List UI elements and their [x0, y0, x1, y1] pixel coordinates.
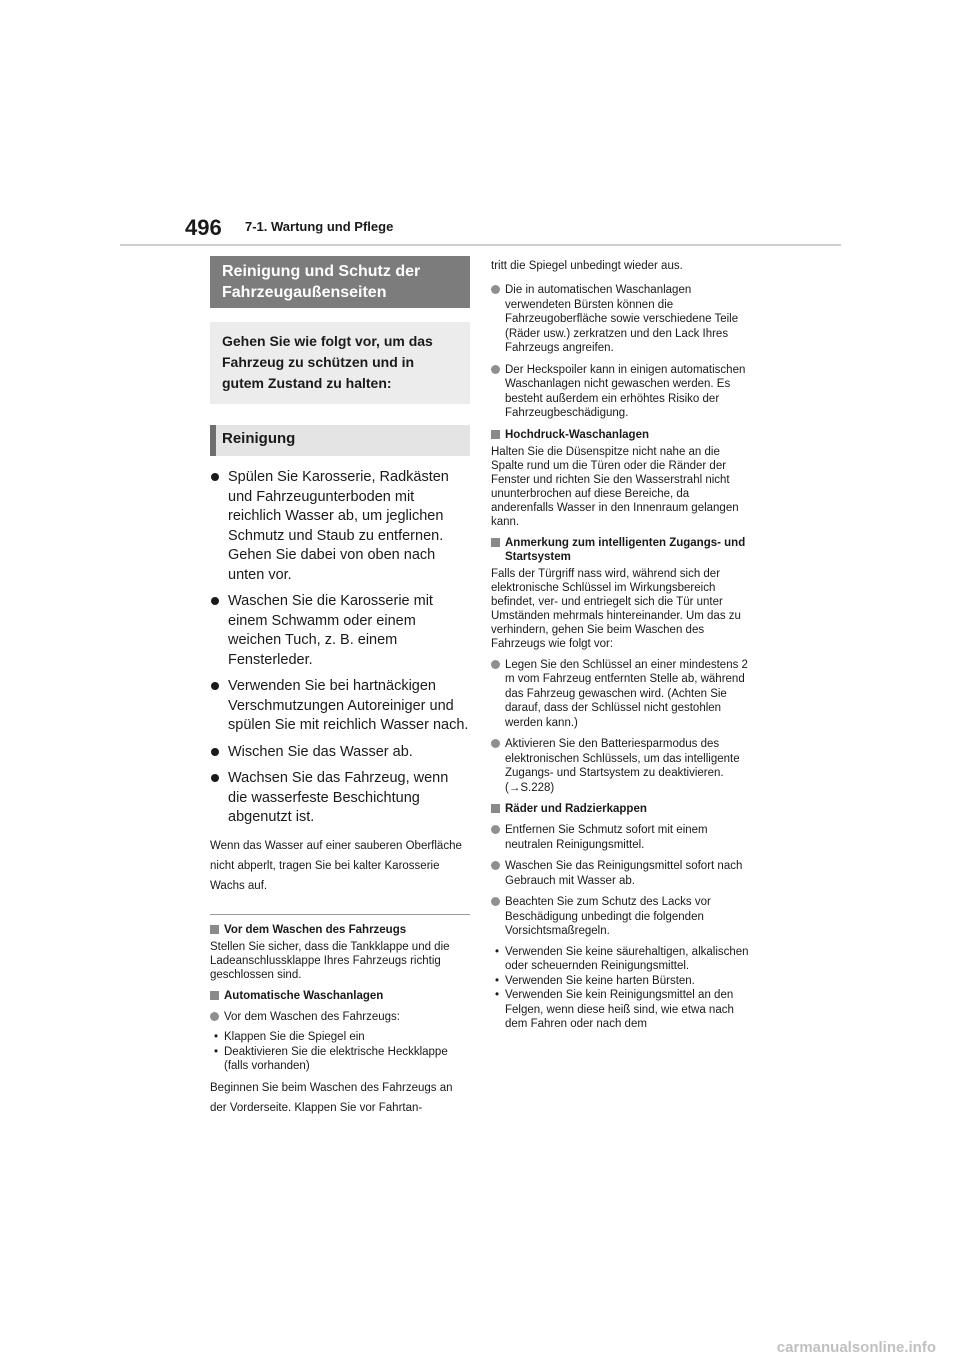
heading-automatische-waschanlagen: Automatische Waschanlagen: [210, 989, 470, 1003]
bullet-icon: [211, 774, 219, 782]
square-bullet-icon: [491, 804, 500, 813]
circle-bullet-icon: [491, 897, 500, 906]
list-item: Aktivieren Sie den Batteriesparmodus des elektronischen Schlüssels, um das intelligente Zugangs- und Startsystem zu deaktivieren. (→S.228): [491, 737, 752, 795]
list-item: Wachsen Sie das Fahrzeug, wenn die wasserfeste Beschichtung abgenutzt ist.: [210, 769, 470, 828]
cleaning-steps: [210, 468, 470, 828]
sub-bullet: • Klappen Sie die Spiegel ein: [214, 1031, 365, 1043]
left-column: [210, 256, 470, 1118]
square-bullet-icon: [491, 538, 500, 547]
paragraph: Falls der Türgriff nass wird, während sich der elektronische Schlüssel im Wirkungsbereich befindet, ver- und entriegelt sich die Tür unter Umständen mehrmals hintereinander. Um das zu verhindern, gehen Sie beim Waschen des Fahrzeugs wie folgt vor:: [491, 567, 741, 650]
square-bullet-icon: [210, 925, 219, 934]
heading-smart-key: Anmerkung zum intelligenten Zugangs- und Startsystem: [491, 536, 752, 564]
heading-raeder: Räder und Radzierkappen: [491, 802, 752, 816]
list-item: Verwenden Sie bei hartnäckigen Verschmutzungen Autoreiniger und spülen Sie mit reichlich Wasser nach.: [210, 677, 470, 736]
subheader-reinigung: Reinigung: [210, 425, 470, 456]
page-reference-link[interactable]: →S.228): [508, 781, 555, 794]
list-item: Entfernen Sie Schmutz sofort mit einem neutralen Reinigungsmittel.: [491, 823, 752, 852]
wax-note: Wenn das Wasser auf einer sauberen Oberfläche nicht abperlt, tragen Sie bei kalter Karosserie Wachs auf.: [210, 839, 462, 892]
list-item: Waschen Sie das Reinigungsmittel sofort nach Gebrauch mit Wasser ab.: [491, 859, 752, 888]
bullet-icon: [211, 473, 219, 481]
list-item: Waschen Sie die Karosserie mit einem Schwamm oder einem weichen Tuch, z. B. einem Fensterleder.: [210, 592, 470, 670]
bullet-icon: [211, 682, 219, 690]
sub-bullet: • Verwenden Sie kein Reinigungsmittel an den Felgen, wenn diese heiß sind, wie etwa nach dem Fahren oder nach dem: [495, 989, 734, 1030]
sub-bullet: • Verwenden Sie keine säurehaltigen, alkalischen oder scheuernden Reinigungsmittel.: [495, 945, 749, 972]
circle-bullet-icon: [491, 739, 500, 748]
watermark: carmanualsonline.info: [776, 1339, 936, 1356]
paragraph: Stellen Sie sicher, dass die Tankklappe und die Ladeanschlussklappe Ihres Fahrzeugs richtig geschlossen sind.: [210, 940, 450, 981]
divider: [210, 914, 470, 915]
paragraph: Beginnen Sie beim Waschen des Fahrzeugs an der Vorderseite. Klappen Sie vor Fahrtan-: [210, 1081, 453, 1114]
list-item: Vor dem Waschen des Fahrzeugs:: [210, 1010, 470, 1025]
square-bullet-icon: [491, 430, 500, 439]
square-bullet-icon: [210, 991, 219, 1000]
bullet-icon: [211, 597, 219, 605]
list-item: Legen Sie den Schlüssel an einer mindestens 2 m vom Fahrzeug entfernten Stelle ab, während das Fahrzeug gewaschen wird. (Achten Sie darauf, dass der Schlüssel nicht gestohlen werden kann.): [491, 658, 752, 731]
circle-bullet-icon: [491, 365, 500, 374]
section-header: 7-1. Wartung und Pflege: [245, 219, 394, 234]
heading-hochdruck: Hochdruck-Waschanlagen: [491, 428, 752, 442]
list-item: Die in automatischen Waschanlagen verwendeten Bürsten können die Fahrzeugoberfläche sowie verschiedene Teile (Räder usw.) zerkratzen und den Lack Ihres Fahrzeugs angreifen.: [491, 283, 752, 356]
sub-bullet: • Verwenden Sie keine harten Bürsten.: [495, 974, 695, 987]
heading-vor-dem-waschen: Vor dem Waschen des Fahrzeugs: [210, 923, 470, 937]
circle-bullet-icon: [491, 825, 500, 834]
page-title: Reinigung und Schutz der Fahrzeugaußenseiten: [210, 256, 470, 308]
circle-bullet-icon: [491, 285, 500, 294]
list-item: Wischen Sie das Wasser ab.: [210, 743, 470, 763]
right-column: [491, 256, 752, 1032]
paragraph: Halten Sie die Düsenspitze nicht nahe an die Spalte rund um die Türen oder die Ränder der Fenster und richten Sie den Wasserstrahl nicht ununterbrochen auf diese Bereiche, da anderenfalls Wasser in den Innenraum gelangen kann.: [491, 445, 739, 528]
page-number: 496: [185, 215, 222, 240]
intro-box: Gehen Sie wie folgt vor, um das Fahrzeug zu schützen und in gutem Zustand zu halten:: [210, 322, 470, 404]
paragraph: tritt die Spiegel unbedingt wieder aus.: [491, 260, 683, 272]
list-item: Spülen Sie Karosserie, Radkästen und Fahrzeugunterboden mit reichlich Wasser ab, um jeglichen Schmutz und Staub zu entfernen. Gehen Sie dabei von oben nach unten vor.: [210, 468, 470, 585]
circle-bullet-icon: [491, 861, 500, 870]
header-rule: [120, 244, 841, 246]
circle-bullet-icon: [491, 660, 500, 669]
sub-bullet: • Deaktivieren Sie die elektrische Heckklappe (falls vorhanden): [214, 1045, 448, 1072]
list-item: Der Heckspoiler kann in einigen automatischen Waschanlagen nicht gewaschen werden. Es besteht außerdem ein erhöhtes Risiko der Fahrzeugbeschädigung.: [491, 363, 752, 421]
bullet-icon: [211, 748, 219, 756]
circle-bullet-icon: [210, 1012, 219, 1021]
list-item: Beachten Sie zum Schutz des Lacks vor Beschädigung unbedingt die folgenden Vorsichtsmaßregeln.: [491, 895, 752, 939]
